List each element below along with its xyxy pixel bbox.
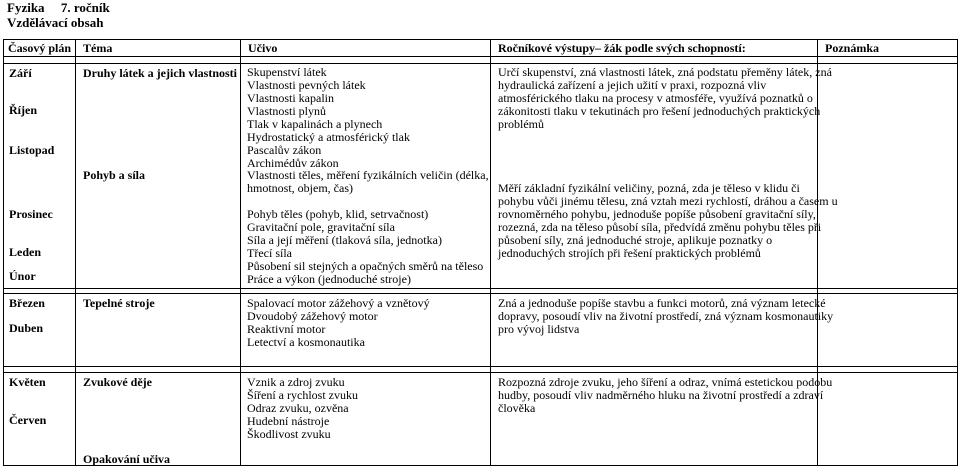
column-header-note: Poznámka [825,41,879,55]
outcome-line: hudby, posoudí vliv nadměrného hluku na životní prostředí a zdraví [498,388,824,402]
month: Říjen [9,103,37,117]
outcome-line: dopravy, posoudí vliv na životní prostředí, zná význam kosmonautiky [498,309,834,323]
month: Únor [9,269,36,283]
topic: Pohyb a síla [83,168,146,182]
curriculum-item: hmotnost, objem, čas) [247,181,353,195]
subject-line [7,0,110,15]
outcome-line: člověka [498,401,536,415]
outcome-line: rozezná, zda na těleso působí síla, předvídá změnu pohybu těles při [498,220,822,234]
curriculum-list [247,169,489,286]
column-header-time-plan: Časový plán [8,41,72,55]
topic: Druhy látek a jejich vlastnosti [83,66,237,80]
outcome-line: atmosférického tlaku na procesy v atmosféře, využívá poznatků o [498,91,813,105]
header-row-divider [3,56,958,57]
column-header-topic: Téma [83,41,113,55]
outcomes-text [498,376,832,415]
column-header-curriculum: Učivo [248,41,278,55]
curriculum-list [247,376,358,441]
outcome-line: působení síly, zná jednoduché stroje, aplikuje poznatky o [498,233,773,247]
curriculum-list [247,297,430,349]
curriculum-item: Vznik a zdroj zvuku [247,375,345,389]
curriculum-item: Vlastnosti plynů [247,104,327,118]
curriculum-item: Gravitační pole, gravitační síla [247,220,395,234]
month: Duben [9,321,44,335]
outcome-line: Určí skupenství, zná vlastnosti látek, zná podstatu přeměny látek, zná [498,65,832,79]
curriculum-item: Síla a její měření (tlaková síla, jednotka) [247,233,442,247]
curriculum-item: Vlastnosti pevných látek [247,78,366,92]
month: Listopad [9,143,55,157]
outcome-line: zákonitosti tlaku v tekutinách pro řešení jednoduchých praktických [498,104,821,118]
topic: Zvukové děje [83,375,152,389]
month: Leden [9,245,42,259]
curriculum-item: Odraz zvuku, ozvěna [247,401,349,415]
curriculum-item: Práce a výkon (jednoduché stroje) [247,272,411,286]
column-divider [490,39,491,466]
month: Březen [9,296,45,310]
curriculum-item: Dvoudobý zážehový motor [247,309,378,323]
row-divider [3,372,958,373]
subject-name: Fyzika [7,0,45,15]
outcome-line: problémů [498,117,544,131]
outcomes-text [498,66,832,131]
curriculum-item: Tlak v kapalinách a plynech [247,117,383,131]
outcome-line: Zná a jednoduše popíše stavbu a funkci motorů, zná význam letecké [498,296,826,310]
outcome-line: jednoduchých strojích při řešení praktických problémů [498,246,761,260]
row-divider [3,288,958,289]
curriculum-item: Vlastnosti těles, měření fyzikálních veličin (délka, [247,168,489,182]
curriculum-item: Šíření a rychlost zvuku [247,388,358,402]
month: Září [9,66,32,80]
outcome-line: Rozpozná zdroje zvuku, jeho šíření a odraz, vnímá estetickou podobu [498,375,833,389]
curriculum-item: Pascalův zákon [247,143,322,157]
topic-review: Opakování učiva [83,452,171,466]
outcomes-text [498,297,833,336]
topic: Tepelné stroje [83,296,155,310]
column-divider [240,39,241,466]
grade: 7. ročník [60,0,110,15]
outcome-line: Měří základní fyzikální veličiny, pozná, zda je těleso v klidu či [498,181,800,195]
column-divider [75,39,76,466]
column-header-outcomes: Ročníkové výstupy– žák podle svých schopností: [498,41,746,55]
curriculum-item: Vlastnosti kapalin [247,91,334,105]
month: Květen [9,375,46,389]
outcome-line: pro vývoj lidstva [498,322,580,336]
curriculum-item: Spalovací motor zážehový a vznětový [247,296,430,310]
month: Červen [9,413,47,427]
curriculum-list [247,66,410,170]
curriculum-item: Letectví a kosmonautika [247,335,365,349]
document-header [7,0,110,30]
curriculum-item: Hudební nástroje [247,414,330,428]
curriculum-item: Skupenství látek [247,65,327,79]
curriculum-item: Pohyb těles (pohyb, klid, setrvačnost) [247,207,429,221]
curriculum-item: Působení sil stejných a opačných směrů na těleso [247,259,484,273]
header-row-divider-2 [3,63,958,64]
month: Prosinec [9,207,53,221]
outcome-line: rovnoměrného pohybu, jednoduše popíše působení gravitační síly, [498,207,816,221]
curriculum-item: Reaktivní motor [247,322,326,336]
curriculum-item: Archimédův zákon [247,156,339,170]
document-title: Vzdělávací obsah [7,15,104,30]
outcomes-text [498,182,838,260]
row-divider [3,293,958,294]
curriculum-item: Škodlivost zvuku [247,427,331,441]
row-divider [3,366,958,367]
outcome-line: hydraulická zařízení a jejich užití v praxi, rozpozná vliv [498,78,767,92]
curriculum-item: Hydrostatický a atmosférický tlak [247,130,410,144]
curriculum-item: Třecí síla [247,246,292,260]
outcome-line: pohybu vůči jinému tělesu, zná vztah mezi rychlostí, dráhou a časem u [498,194,838,208]
